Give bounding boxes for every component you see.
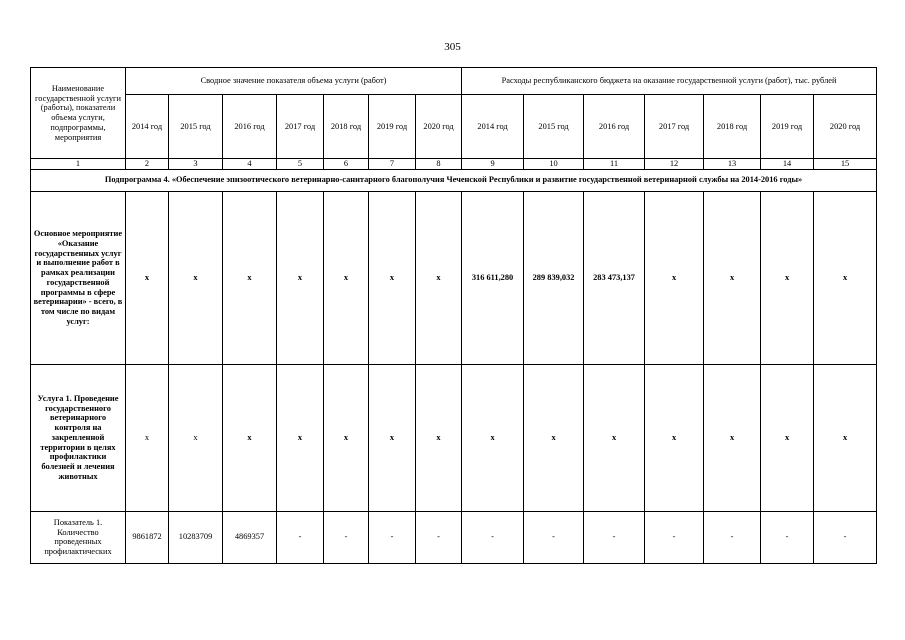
cell-value: x (169, 364, 223, 511)
cell-value: x (369, 364, 416, 511)
cell-value: x (169, 191, 223, 364)
cell-value: - (704, 511, 761, 563)
header-row-groups (31, 68, 877, 95)
column-number: 13 (704, 159, 761, 170)
cell-value: - (369, 511, 416, 563)
page-number: 305 (444, 41, 461, 53)
column-number-row (31, 159, 877, 170)
year-header: 2018 год (324, 95, 369, 159)
column-number: 10 (524, 159, 584, 170)
service-table (30, 67, 877, 564)
table-row (31, 511, 877, 563)
cell-value: x (645, 191, 704, 364)
year-header: 2014 год (462, 95, 524, 159)
cell-value: x (524, 364, 584, 511)
year-header: 2016 год (584, 95, 645, 159)
cell-value: - (814, 511, 877, 563)
column-number: 2 (126, 159, 169, 170)
cell-value: x (584, 364, 645, 511)
cell-value: - (416, 511, 462, 563)
cell-value: 4869357 (223, 511, 277, 563)
cell-value: x (416, 364, 462, 511)
cell-value: - (761, 511, 814, 563)
budget-group-header: Расходы республиканского бюджета на оказание государственной услуги (работ), тыс. рублей (462, 68, 877, 95)
column-number: 14 (761, 159, 814, 170)
cell-value: x (277, 364, 324, 511)
cell-value: x (126, 191, 169, 364)
cell-value: x (223, 191, 277, 364)
cell-value: x (704, 364, 761, 511)
column-number: 9 (462, 159, 524, 170)
subprogram-row (31, 169, 877, 191)
column-number: 8 (416, 159, 462, 170)
column-number: 11 (584, 159, 645, 170)
cell-value: x (761, 364, 814, 511)
cell-value: x (369, 191, 416, 364)
row-name: Услуга 1. Проведение государственного ветеринарного контроля на закрепленной территории в целях профилактики болезней и лечения животных (31, 364, 126, 511)
year-header: 2015 год (169, 95, 223, 159)
header-row-years (31, 95, 877, 159)
cell-value: x (324, 191, 369, 364)
column-number: 5 (277, 159, 324, 170)
column-number: 3 (169, 159, 223, 170)
cell-value: 9861872 (126, 511, 169, 563)
year-header: 2016 год (223, 95, 277, 159)
cell-value: - (524, 511, 584, 563)
row-name: Основное мероприятие «Оказание государственных услуг и выполнение работ в рамках реализации государственной программы в сфере ветеринарии» - всего, в том числе по видам услуг: (31, 191, 126, 364)
cell-value: - (645, 511, 704, 563)
cell-value: - (462, 511, 524, 563)
year-header: 2019 год (369, 95, 416, 159)
cell-value: x (645, 364, 704, 511)
cell-value: 289 839,032 (524, 191, 584, 364)
subprogram-title: Подпрограмма 4. «Обеспечение эпизоотического ветеринарно-санитарного благополучия Чеченской Республики и развитие государственной ветеринарной службы на 2014-2016 годы» (31, 169, 877, 191)
cell-value: x (277, 191, 324, 364)
year-header: 2015 год (524, 95, 584, 159)
name-column-header: Наименование государственной услуги (работы), показатели объема услуги, подпрограммы, мероприятия (31, 68, 126, 159)
column-number: 12 (645, 159, 704, 170)
cell-value: x (324, 364, 369, 511)
cell-value: x (223, 364, 277, 511)
year-header: 2017 год (645, 95, 704, 159)
column-number: 1 (31, 159, 126, 170)
column-number: 15 (814, 159, 877, 170)
year-header: 2018 год (704, 95, 761, 159)
cell-value: - (324, 511, 369, 563)
column-number: 6 (324, 159, 369, 170)
year-header: 2020 год (416, 95, 462, 159)
year-header: 2020 год (814, 95, 877, 159)
cell-value: 10283709 (169, 511, 223, 563)
cell-value: - (277, 511, 324, 563)
year-header: 2017 год (277, 95, 324, 159)
cell-value: x (814, 191, 877, 364)
table-row (31, 364, 877, 511)
cell-value: 316 611,280 (462, 191, 524, 364)
cell-value: - (584, 511, 645, 563)
row-name: Показатель 1. Количество проведенных профилактических (31, 511, 126, 563)
cell-value: x (704, 191, 761, 364)
cell-value: x (126, 364, 169, 511)
volume-group-header: Сводное значение показателя объема услуги (работ) (126, 68, 462, 95)
cell-value: x (761, 191, 814, 364)
year-header: 2014 год (126, 95, 169, 159)
table-row (31, 191, 877, 364)
column-number: 4 (223, 159, 277, 170)
column-number: 7 (369, 159, 416, 170)
cell-value: x (416, 191, 462, 364)
cell-value: x (462, 364, 524, 511)
cell-value: x (814, 364, 877, 511)
year-header: 2019 год (761, 95, 814, 159)
cell-value: 283 473,137 (584, 191, 645, 364)
